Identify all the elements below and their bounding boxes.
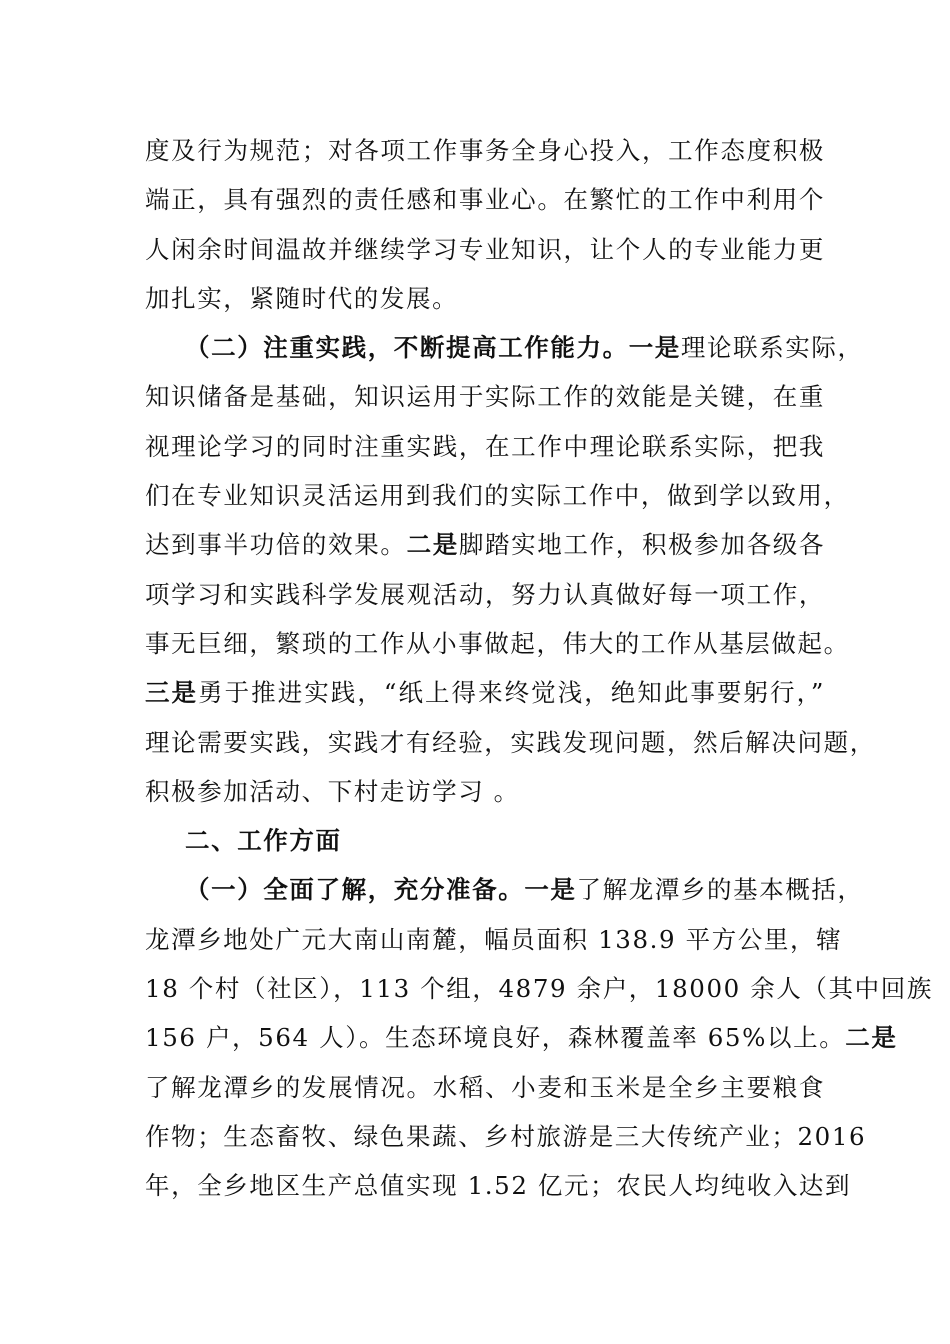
text-line: 端正，具有强烈的责任感和事业心。在繁忙的工作中利用个 [145, 185, 825, 215]
document-body [145, 126, 933, 1211]
section-heading-line: （二）注重实践，不断提高工作能力。一是理论联系实际， [185, 333, 864, 363]
text-line: 年，全乡地区生产总值实现 1.52 亿元；农民人均纯收入达到 [145, 1171, 852, 1201]
text-line: 三是勇于推进实践，“纸上得来终觉浅，绝知此事要躬行，” [145, 678, 825, 708]
text-line: 理论需要实践，实践才有经验，实践发现问题，然后解决问题， [145, 727, 876, 757]
text-line: 156 户，564 人）。生态环境良好，森林覆盖率 65%以上。二是 [145, 1023, 898, 1053]
text-line: 知识储备是基础，知识运用于实际工作的效能是关键，在重 [145, 382, 825, 412]
ordinal-marker: 三是 [145, 678, 199, 708]
text-line: 加扎实，紧随时代的发展。 [145, 283, 459, 313]
text-line: 了解龙潭乡的发展情况。水稻、小麦和玉米是全乡主要粮食 [145, 1072, 825, 1102]
ordinal-marker: 一是 [628, 333, 681, 363]
section-heading-line: （一）全面了解，充分准备。一是了解龙潭乡的基本概括， [185, 875, 864, 905]
text-line: 视理论学习的同时注重实践，在工作中理论联系实际，把我 [145, 431, 825, 461]
ordinal-marker: 二是 [845, 1023, 898, 1053]
section-heading: 二、工作方面 [185, 826, 342, 856]
text-line: 度及行为规范；对各项工作事务全身心投入，工作态度积极 [145, 136, 825, 165]
text-line: 人闲余时间温故并继续学习专业知识，让个人的专业能力更 [145, 234, 825, 264]
ordinal-marker: 一是 [524, 875, 577, 905]
text-line: 18 个村（社区），113 个组，4879 余户，18000 余人（其中回族 [145, 974, 933, 1004]
section-heading-line [145, 816, 825, 865]
text-line: 积极参加活动、下村走访学习 。 [145, 776, 520, 806]
text-line: 们在专业知识灵活运用到我们的实际工作中，做到学以致用， [145, 481, 850, 511]
text-line: 项学习和实践科学发展观活动，努力认真做好每一项工作， [145, 579, 825, 609]
text-line: 事无巨细，繁琐的工作从小事做起，伟大的工作从基层做起。 [145, 628, 850, 658]
text-line: 达到事半功倍的效果。二是脚踏实地工作，积极参加各级各 [145, 530, 825, 560]
text-line: 龙潭乡地处广元大南山南麓，幅员面积 138.9 平方公里，辖 [145, 924, 843, 954]
subsection-heading: （一）全面了解，充分准备。 [185, 875, 525, 905]
ordinal-marker: 二是 [406, 530, 459, 560]
subsection-heading: （二）注重实践，不断提高工作能力。 [185, 333, 629, 363]
text-line: 作物；生态畜牧、绿色果蔬、乡村旅游是三大传统产业；2016 [145, 1121, 867, 1151]
